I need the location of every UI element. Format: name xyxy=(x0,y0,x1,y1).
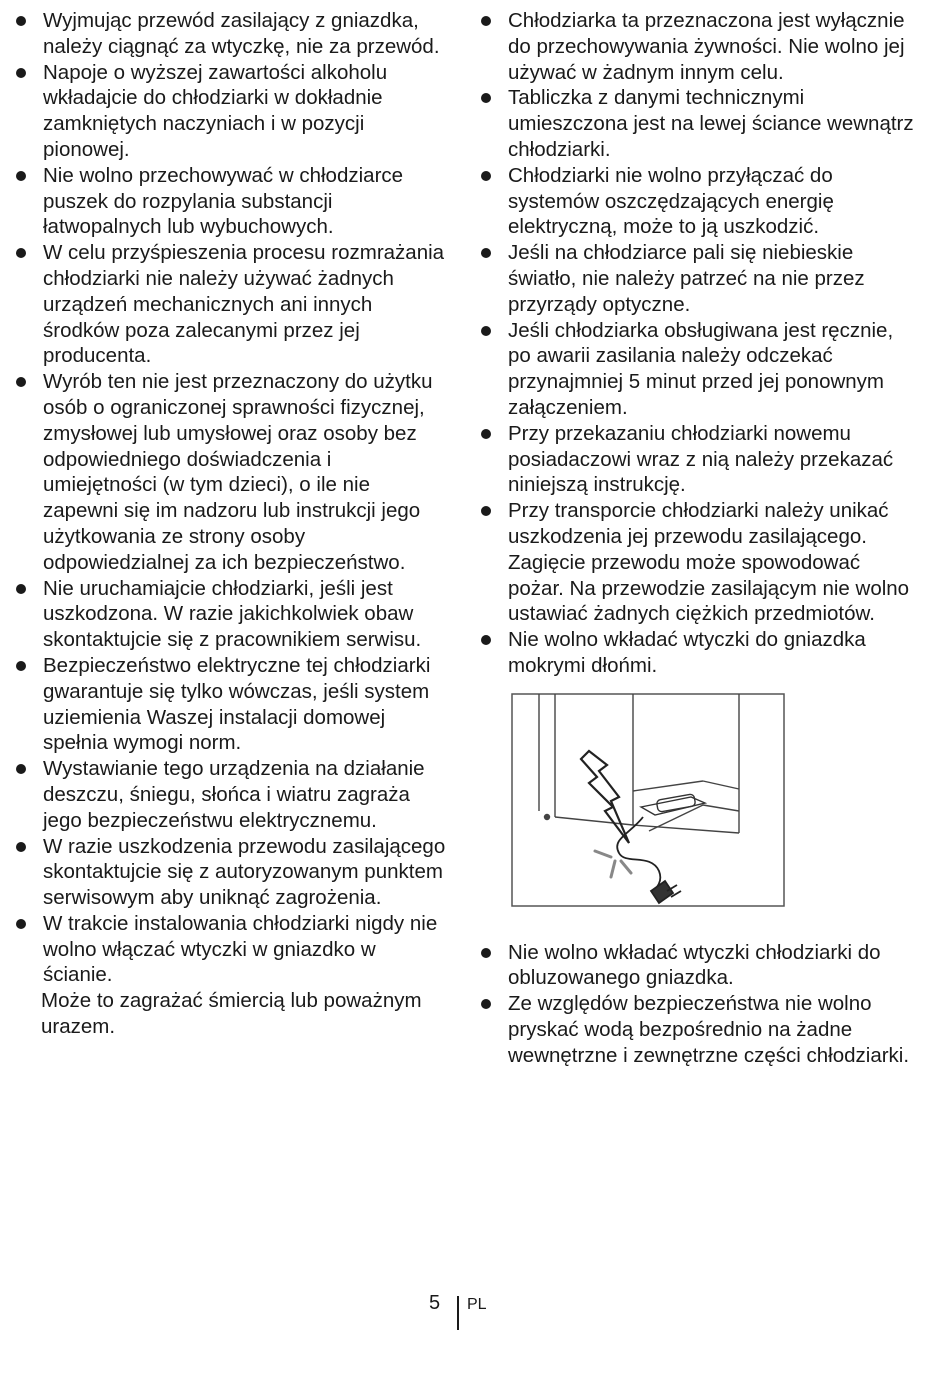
list-item: W razie uszkodzenia przewodu zasilającego skontaktujcie się z autoryzowanym punktem serwisowym aby uniknąć zagrożenia. xyxy=(14,834,446,911)
list-item: Nie uruchamiajcie chłodziarki, jeśli jest uszkodzona. W razie jakichkolwiek obaw skontaktujcie się z pracownikiem serwisu. xyxy=(14,576,446,653)
list-item: Jeśli na chłodziarce pali się niebieskie światło, nie należy patrzeć na nie przez przyrządy optyczne. xyxy=(479,240,919,317)
list-item: Chłodziarka ta przeznaczona jest wyłącznie do przechowywania żywności. Nie wolno jej używać w żadnym innym celu. xyxy=(479,8,919,85)
list-item: Nie wolno przechowywać w chłodziarce puszek do rozpylania substancji łatwopalnych lub wybuchowych. xyxy=(14,163,446,240)
list-item: Przy przekazaniu chłodziarki nowemu posiadaczowi wraz z nią należy przekazać niniejszą instrukcję. xyxy=(479,421,919,498)
list-item: Jeśli chłodziarka obsługiwana jest ręcznie, po awarii zasilania należy odczekać przynajmniej 5 minut przed jej ponownym załączeniem. xyxy=(479,318,919,421)
list-item: Bezpieczeństwo elektryczne tej chłodziarki gwarantuje się tylko wówczas, jeśli system uziemienia Waszej instalacji domowej spełnia wymogi norm. xyxy=(14,653,446,756)
page-number: 5 xyxy=(429,1292,441,1314)
list-item: Przy transporcie chłodziarki należy unikać uszkodzenia jej przewodu zasilającego. Zagięcie przewodu może spowodować pożar. Na przewodzie zasilającym nie wolno ustawiać żadnych ciężkich przedmiotów. xyxy=(479,498,919,627)
list-item: Wyjmując przewód zasilający z gniazdka, należy ciągnąć za wtyczkę, nie za przewód. xyxy=(14,8,446,60)
list-item: Wyrób ten nie jest przeznaczony do użytku osób o ograniczonej sprawności fizycznej, zmysłowej lub umysłowej oraz osoby bez odpowiedniego doświadczenia i umiejętności (w tym dzieci), o ile nie zapewni się im nadzoru lub instrukcji jego użytkowania ze strony osoby odpowiedzialnej za ich bezpieczeństwo. xyxy=(14,369,446,575)
illustration-frame xyxy=(512,694,784,906)
language-code: PL xyxy=(467,1296,487,1313)
list-item: W trakcie instalowania chłodziarki nigdy nie wolno włączać wtyczki w gniazdko w ścianie. xyxy=(14,911,446,988)
list-item: Nie wolno wkładać wtyczki chłodziarki do obluzowanego gniazdka. xyxy=(479,940,919,992)
list-item: Chłodziarki nie wolno przyłączać do systemów oszczędzających energię elektryczną, może to ją uszkodzić. xyxy=(479,163,919,240)
list-item: W celu przyśpieszenia procesu rozmrażania chłodziarki nie należy używać żadnych urządzeń mechanicznych ani innych środków poza zalecanymi przez jej producenta. xyxy=(14,240,446,369)
wet-hands-plug-illustration xyxy=(511,693,787,907)
warning-continuation: Może to zagrażać śmiercią lub poważnym urazem. xyxy=(41,989,422,1039)
list-item: Ze względów bezpieczeństwa nie wolno pryskać wodą bezpośrednio na żadne wewnętrzne i zewnętrzne części chłodziarki. xyxy=(479,991,919,1068)
right-safety-list-continued xyxy=(479,940,919,1069)
left-safety-list xyxy=(14,8,446,988)
footer-divider xyxy=(457,1296,459,1330)
list-item: Nie wolno wkładać wtyczki do gniazdka mokrymi dłońmi. xyxy=(479,627,919,679)
page-footer xyxy=(0,1292,950,1332)
list-item: Wystawianie tego urządzenia na działanie deszczu, śniegu, słońca i wiatru zagraża jego bezpieczeństwu elektrycznemu. xyxy=(14,756,446,833)
list-item: Napoje o wyższej zawartości alkoholu wkładajcie do chłodziarki w dokładnie zamkniętych naczyniach i w pozycji pionowej. xyxy=(14,60,446,163)
right-column xyxy=(479,8,919,1069)
list-item: Tabliczka z danymi technicznymi umieszczona jest na lewej ściance wewnątrz chłodziarki. xyxy=(479,85,919,162)
right-safety-list xyxy=(479,8,919,679)
left-column xyxy=(14,8,446,1040)
